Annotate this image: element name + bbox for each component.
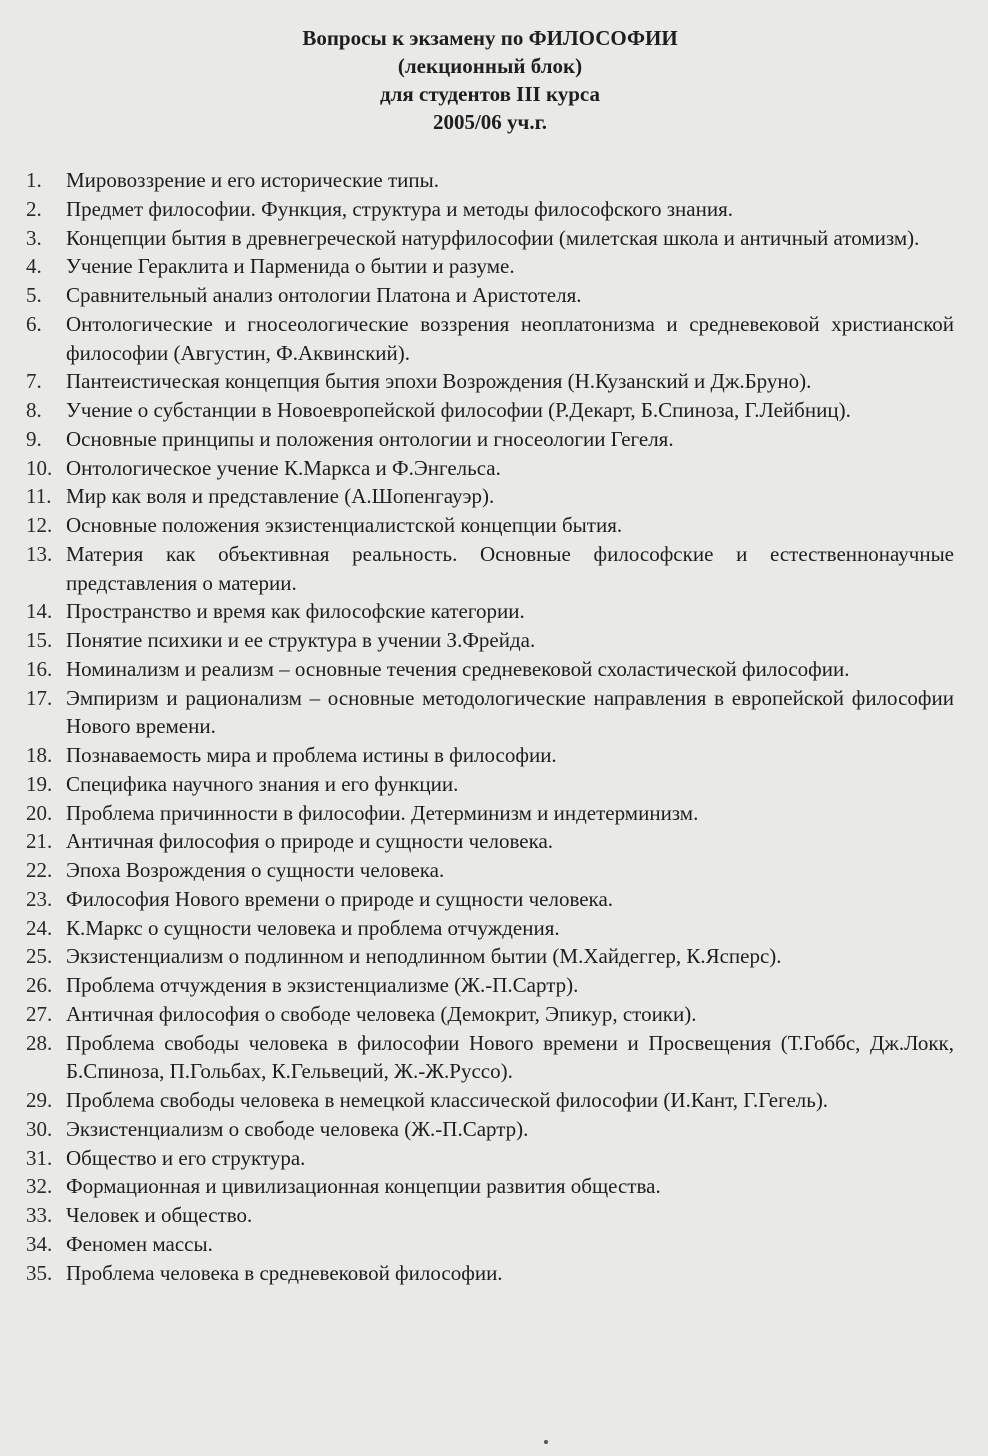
list-item [26, 1000, 954, 1029]
list-item [26, 942, 954, 971]
list-item [26, 310, 954, 368]
header-audience: для студентов III курса [379, 82, 601, 106]
question-number: 23. [26, 886, 53, 911]
question-text: Проблема свободы человека в философии Нового времени и Просвещения (Т.Гоббс, Дж.Локк, Б.Спиноза, П.Гольбах, К.Гельвеций, Ж.-Ж.Руссо). [66, 1030, 954, 1084]
list-item [26, 626, 954, 655]
list-item [26, 454, 954, 483]
list-item [26, 827, 954, 856]
list-item [26, 1086, 954, 1115]
question-text: Проблема отчуждения в экзистенциализме (Ж.-П.Сартр). [66, 973, 579, 997]
question-text: Формационная и цивилизационная концепции развития общества. [66, 1174, 661, 1199]
list-item [26, 1172, 954, 1201]
document-header [26, 24, 954, 136]
question-text: Специфика научного знания и его функции. [66, 771, 459, 796]
list-item [26, 684, 954, 742]
list-item [26, 224, 954, 253]
question-text: Концепции бытия в древнегреческой натурфилософии (милетская школа и античный атомизм). [66, 225, 920, 250]
question-number: 20. [26, 800, 53, 825]
question-text: Познаваемость мира и проблема истины в философии. [66, 743, 557, 767]
question-text: Экзистенциализм о подлинном и неподлинном бытии (М.Хайдеггер, К.Ясперс). [66, 944, 782, 969]
question-number: 18. [26, 743, 53, 767]
question-number: 30. [26, 1116, 53, 1141]
question-number: 14. [26, 599, 53, 624]
question-text: Проблема свободы человека в немецкой классической философии (И.Кант, Г.Гегель). [66, 1088, 829, 1112]
list-item [26, 281, 954, 310]
list-item [26, 770, 954, 799]
list-item [26, 1201, 954, 1230]
list-item [26, 482, 954, 511]
question-number: 13. [26, 541, 53, 566]
list-item [26, 885, 954, 914]
question-number: 9. [26, 426, 42, 451]
question-text: Мировоззрение и его исторические типы. [66, 168, 439, 192]
question-number: 24. [26, 915, 53, 940]
header-year: 2005/06 уч.г. [432, 110, 548, 134]
question-text: Проблема причинности в философии. Детерминизм и индетерминизм. [66, 800, 699, 825]
question-text: Философия Нового времени о природе и сущности человека. [66, 886, 614, 911]
question-number: 15. [26, 628, 53, 652]
question-text: Эпоха Возрождения о сущности человека. [66, 858, 445, 882]
question-number: 34. [26, 1231, 53, 1256]
question-text: Античная философия о свободе человека (Демокрит, Эпикур, стоики). [66, 1001, 697, 1026]
list-item [26, 655, 954, 684]
scan-speck [544, 1440, 548, 1444]
header-title: Вопросы к экзамену по ФИЛОСОФИИ [302, 26, 678, 50]
question-number: 26. [26, 973, 53, 997]
question-number: 31. [26, 1145, 53, 1170]
question-text: Материя как объективная реальность. Основные философские и естественнонаучные представления о материи. [66, 541, 954, 595]
list-item [26, 856, 954, 885]
question-text: Античная философия о природе и сущности человека. [66, 829, 554, 854]
question-text: К.Маркс о сущности человека и проблема отчуждения. [66, 915, 560, 940]
question-text: Проблема человека в средневековой философии. [66, 1260, 503, 1285]
question-text: Экзистенциализм о свободе человека (Ж.-П.Сартр). [66, 1116, 529, 1141]
question-text: Общество и его структура. [66, 1145, 306, 1170]
question-text: Мир как воля и представление (А.Шопенгауэр). [66, 484, 495, 509]
list-item [26, 597, 954, 626]
question-number: 35. [26, 1260, 53, 1285]
question-number: 19. [26, 771, 53, 796]
question-number: 1. [26, 168, 42, 192]
list-item [26, 252, 954, 281]
question-number: 16. [26, 656, 53, 681]
question-number: 7. [26, 369, 42, 394]
question-text: Учение о субстанции в Новоевропейской философии (Р.Декарт, Б.Спиноза, Г.Лейбниц). [66, 398, 851, 422]
question-number: 25. [26, 944, 53, 969]
question-text: Основные принципы и положения онтологии и гносеологии Гегеля. [66, 426, 674, 451]
question-text: Основные положения экзистенциалистской концепции бытия. [66, 513, 623, 537]
question-text: Учение Гераклита и Парменида о бытии и разуме. [66, 254, 515, 279]
list-item [26, 511, 954, 540]
question-list [26, 166, 954, 1287]
question-number: 21. [26, 829, 53, 854]
question-number: 27. [26, 1001, 53, 1026]
question-text: Феномен массы. [66, 1231, 213, 1256]
list-item [26, 971, 954, 1000]
list-item [26, 540, 954, 598]
question-number: 3. [26, 225, 42, 250]
list-item [26, 741, 954, 770]
question-text: Онтологические и гносеологические воззрения неоплатонизма и средневековой христианской философии (Августин, Ф.Аквинский). [66, 311, 954, 365]
question-text: Предмет философии. Функция, структура и методы философского знания. [66, 196, 733, 221]
list-item [26, 396, 954, 425]
question-number: 8. [26, 398, 42, 422]
question-text: Эмпиризм и рационализм – основные методологические направления в европейской философии Нового времени. [66, 685, 954, 739]
list-item [26, 1230, 954, 1259]
list-item [26, 1259, 954, 1288]
question-number: 28. [26, 1030, 53, 1055]
question-text: Сравнительный анализ онтологии Платона и Аристотеля. [66, 283, 582, 307]
list-item [26, 166, 954, 195]
list-item [26, 1144, 954, 1173]
question-number: 33. [26, 1203, 53, 1227]
question-text: Номинализм и реализм – основные течения средневековой схоластической философии. [66, 656, 850, 681]
question-number: 4. [26, 254, 42, 279]
question-number: 2. [26, 196, 42, 221]
list-item [26, 367, 954, 396]
question-number: 11. [26, 484, 52, 509]
question-number: 6. [26, 311, 42, 336]
list-item [26, 799, 954, 828]
question-text: Человек и общество. [66, 1203, 253, 1227]
question-text: Понятие психики и ее структура в учении З.Фрейда. [66, 628, 536, 652]
question-number: 32. [26, 1174, 53, 1199]
question-text: Онтологическое учение К.Маркса и Ф.Энгельса. [66, 455, 501, 480]
question-number: 29. [26, 1088, 53, 1112]
header-subtitle: (лекционный блок) [397, 54, 583, 78]
question-number: 22. [26, 858, 53, 882]
question-text: Пантеистическая концепция бытия эпохи Возрождения (Н.Кузанский и Дж.Бруно). [66, 369, 812, 394]
question-text: Пространство и время как философские категории. [66, 599, 525, 624]
question-number: 12. [26, 513, 53, 537]
question-number: 17. [26, 685, 53, 710]
list-item [26, 1029, 954, 1087]
question-number: 10. [26, 455, 53, 480]
list-item [26, 914, 954, 943]
list-item [26, 195, 954, 224]
question-number: 5. [26, 283, 42, 307]
list-item [26, 1115, 954, 1144]
list-item [26, 425, 954, 454]
